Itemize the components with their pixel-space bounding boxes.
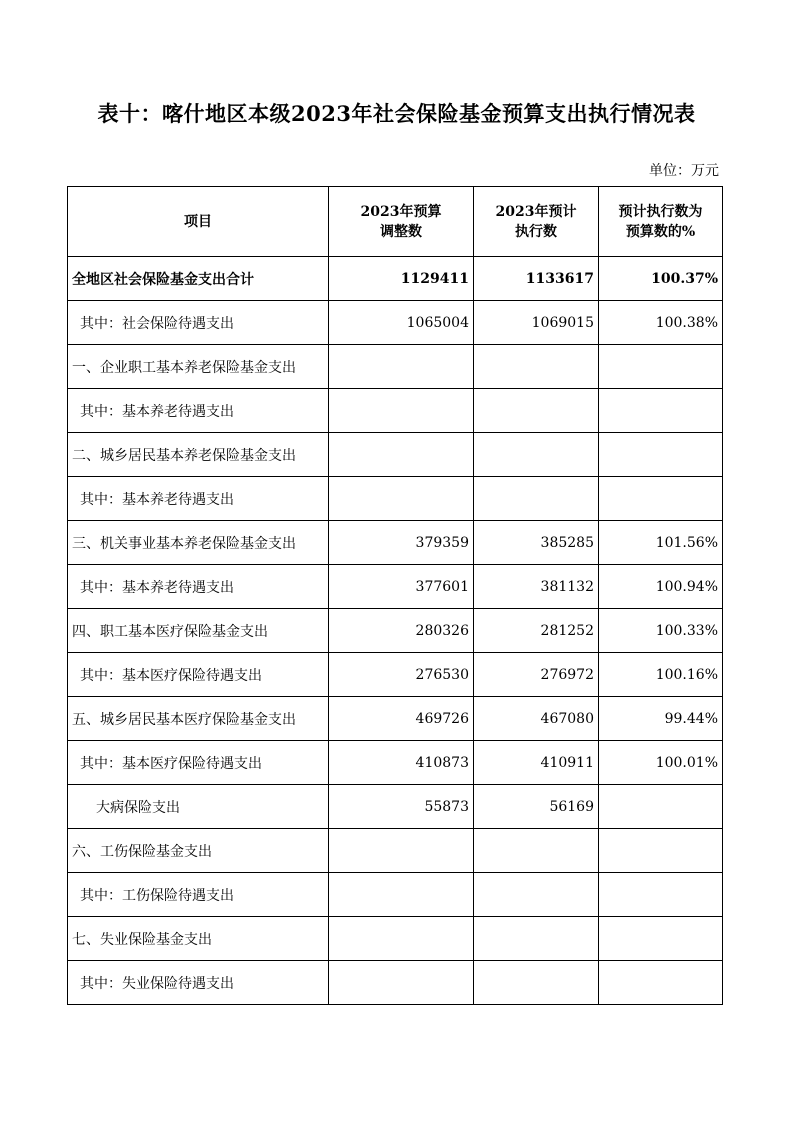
row-actual-cell xyxy=(474,873,599,917)
row-ratio-cell: 100.38% xyxy=(599,301,723,345)
header-item: 项目 xyxy=(68,187,329,257)
row-actual-cell: 276972 xyxy=(474,653,599,697)
row-actual-cell: 56169 xyxy=(474,785,599,829)
header-actual-line1: 2023年预计 xyxy=(495,203,577,220)
row-budget-cell xyxy=(329,829,474,873)
row-item-cell: 其中：基本养老待遇支出 xyxy=(68,389,329,433)
table-row xyxy=(68,961,723,1005)
row-actual-cell: 1069015 xyxy=(474,301,599,345)
header-budget xyxy=(329,187,474,257)
row-actual-cell: 467080 xyxy=(474,697,599,741)
row-actual-cell: 1133617 xyxy=(474,257,599,301)
row-item-cell: 二、城乡居民基本养老保险基金支出 xyxy=(68,433,329,477)
row-item-cell: 其中：工伤保险待遇支出 xyxy=(68,873,329,917)
table-row xyxy=(68,741,723,785)
header-ratio-line2: 预算数的% xyxy=(625,223,696,240)
row-item-cell: 七、失业保险基金支出 xyxy=(68,917,329,961)
row-actual-cell xyxy=(474,961,599,1005)
table-row xyxy=(68,785,723,829)
row-actual-cell xyxy=(474,389,599,433)
row-item-cell: 其中：基本医疗保险待遇支出 xyxy=(68,741,329,785)
table-row xyxy=(68,917,723,961)
row-budget-cell: 276530 xyxy=(329,653,474,697)
row-budget-cell: 280326 xyxy=(329,609,474,653)
row-item-cell: 全地区社会保险基金支出合计 xyxy=(68,257,329,301)
row-item-cell: 三、机关事业基本养老保险基金支出 xyxy=(68,521,329,565)
table-row xyxy=(68,873,723,917)
expenditure-table xyxy=(67,186,723,1005)
row-budget-cell: 1129411 xyxy=(329,257,474,301)
row-actual-cell: 385285 xyxy=(474,521,599,565)
row-budget-cell xyxy=(329,433,474,477)
row-actual-cell: 381132 xyxy=(474,565,599,609)
row-item-cell: 其中：基本养老待遇支出 xyxy=(68,565,329,609)
unit-label: 单位：万元 xyxy=(649,163,719,179)
row-ratio-cell xyxy=(599,345,723,389)
header-actual-line2: 执行数 xyxy=(515,223,557,240)
header-actual xyxy=(474,187,599,257)
row-actual-cell xyxy=(474,345,599,389)
row-ratio-cell: 101.56% xyxy=(599,521,723,565)
row-item-cell: 其中：基本养老待遇支出 xyxy=(68,477,329,521)
table-row xyxy=(68,477,723,521)
row-ratio-cell: 100.01% xyxy=(599,741,723,785)
table-row xyxy=(68,829,723,873)
row-item-cell: 其中：基本医疗保险待遇支出 xyxy=(68,653,329,697)
row-actual-cell xyxy=(474,829,599,873)
row-item-cell: 六、工伤保险基金支出 xyxy=(68,829,329,873)
row-item-cell: 四、职工基本医疗保险基金支出 xyxy=(68,609,329,653)
table-body xyxy=(68,257,723,1005)
row-ratio-cell xyxy=(599,829,723,873)
table-row xyxy=(68,301,723,345)
row-item-cell: 其中：失业保险待遇支出 xyxy=(68,961,329,1005)
row-ratio-cell xyxy=(599,477,723,521)
row-budget-cell xyxy=(329,477,474,521)
row-item-cell: 五、城乡居民基本医疗保险基金支出 xyxy=(68,697,329,741)
row-budget-cell: 55873 xyxy=(329,785,474,829)
row-item-cell: 大病保险支出 xyxy=(68,785,329,829)
header-budget-line1: 2023年预算 xyxy=(360,203,442,220)
row-ratio-cell xyxy=(599,917,723,961)
row-actual-cell xyxy=(474,477,599,521)
table-row xyxy=(68,389,723,433)
header-row xyxy=(68,187,723,257)
table-row xyxy=(68,565,723,609)
table-row xyxy=(68,609,723,653)
table-row xyxy=(68,345,723,389)
row-budget-cell: 1065004 xyxy=(329,301,474,345)
row-budget-cell xyxy=(329,389,474,433)
row-budget-cell xyxy=(329,917,474,961)
row-budget-cell: 410873 xyxy=(329,741,474,785)
row-actual-cell xyxy=(474,433,599,477)
row-budget-cell xyxy=(329,345,474,389)
row-ratio-cell xyxy=(599,433,723,477)
row-budget-cell: 377601 xyxy=(329,565,474,609)
header-ratio-line1: 预计执行数为 xyxy=(618,203,703,220)
row-ratio-cell: 100.16% xyxy=(599,653,723,697)
row-budget-cell xyxy=(329,961,474,1005)
row-ratio-cell xyxy=(599,389,723,433)
table-row xyxy=(68,653,723,697)
page-title: 表十：喀什地区本级2023年社会保险基金预算支出执行情况表 xyxy=(97,101,696,126)
row-actual-cell xyxy=(474,917,599,961)
header-budget-line2: 调整数 xyxy=(380,223,422,240)
header-ratio xyxy=(599,187,723,257)
row-ratio-cell: 100.37% xyxy=(599,257,723,301)
row-budget-cell xyxy=(329,873,474,917)
row-actual-cell: 281252 xyxy=(474,609,599,653)
row-budget-cell: 469726 xyxy=(329,697,474,741)
table-row xyxy=(68,521,723,565)
row-ratio-cell: 99.44% xyxy=(599,697,723,741)
row-ratio-cell xyxy=(599,785,723,829)
table-row xyxy=(68,433,723,477)
row-item-cell: 一、企业职工基本养老保险基金支出 xyxy=(68,345,329,389)
row-item-cell: 其中：社会保险待遇支出 xyxy=(68,301,329,345)
row-ratio-cell: 100.33% xyxy=(599,609,723,653)
row-ratio-cell: 100.94% xyxy=(599,565,723,609)
table-row xyxy=(68,257,723,301)
row-actual-cell: 410911 xyxy=(474,741,599,785)
table-row xyxy=(68,697,723,741)
row-ratio-cell xyxy=(599,873,723,917)
row-ratio-cell xyxy=(599,961,723,1005)
row-budget-cell: 379359 xyxy=(329,521,474,565)
